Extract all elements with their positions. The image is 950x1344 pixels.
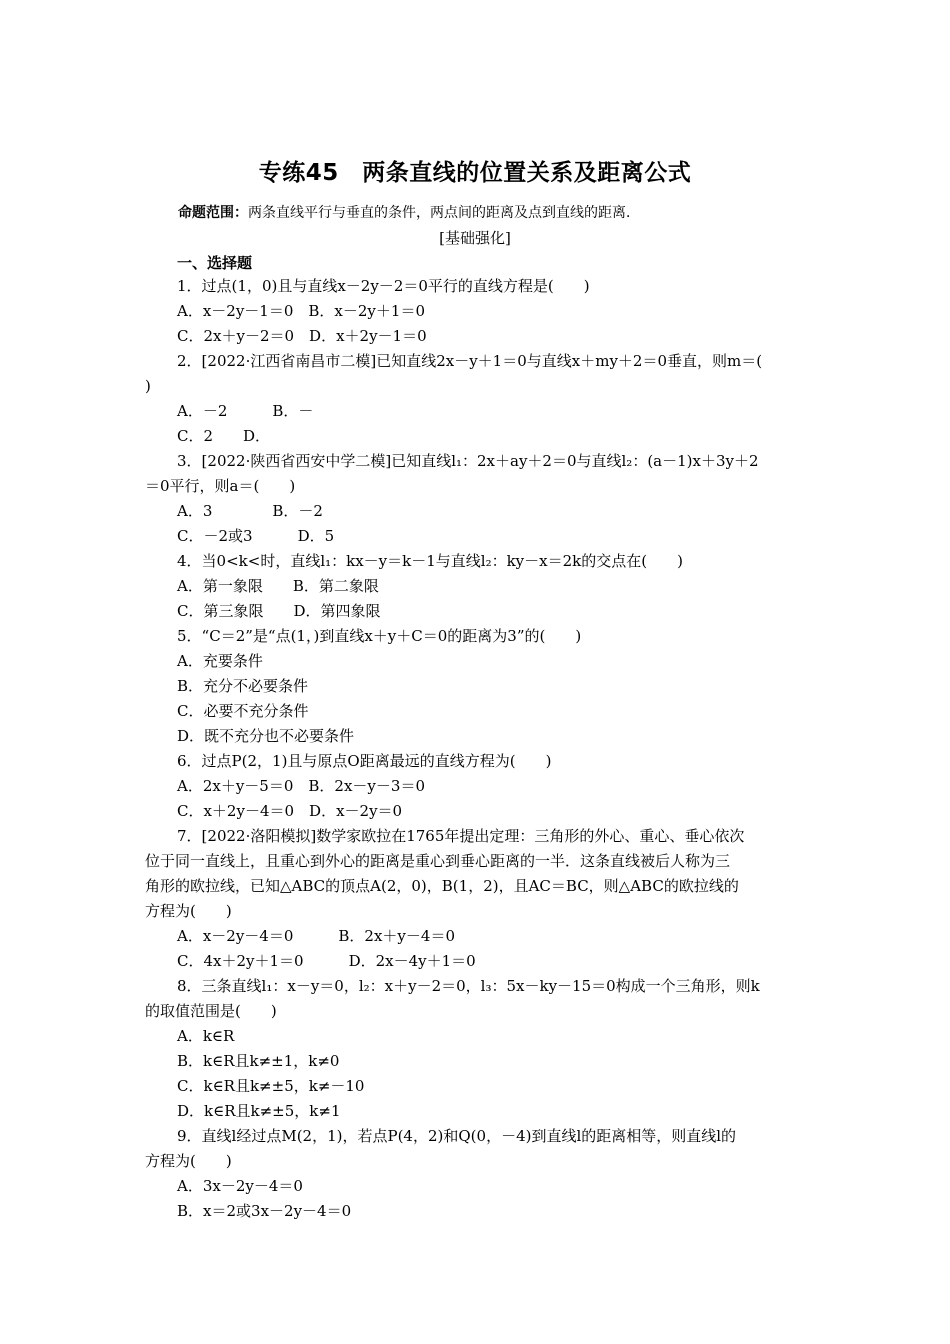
page-title: 专练45 两条直线的位置关系及距离公式 [258,160,692,186]
option-line: C．－2或3 D．5 [177,527,335,545]
option-line: C．4x＋2y＋1＝0 D．2x－4y＋1＝0 [177,952,476,970]
option-line: B．x＝2或3x－2y－4＝0 [177,1202,352,1220]
scope-text: 两条直线平行与垂直的条件，两点间的距离及点到直线的距离． [248,205,640,221]
option-line: A．3 B．－2 [177,502,323,520]
section-heading: 一、选择题 [177,254,253,272]
scope-label: 命题范围： [178,205,248,221]
option-line: B．k∈R且k≠±1，k≠0 [177,1052,340,1070]
option-line: A．x－2y－4＝0 B．2x＋y－4＝0 [177,927,455,945]
scope-line [178,202,640,222]
option-line: C．必要不充分条件 [177,702,309,720]
question-line: ) [145,377,151,395]
option-line: A．x－2y－1＝0 B．x－2y＋1＝0 [177,302,425,320]
option-line: B．充分不必要条件 [177,677,309,695]
option-line: A．k∈R [177,1027,235,1045]
question-line: 8．三条直线l₁：x－y＝0，l₂：x＋y－2＝0，l₃：5x－ky－15＝0构成一个三角形，则k [177,977,760,995]
option-line: C．2x＋y－2＝0 D．x＋2y－1＝0 [177,327,427,345]
question-line: 2．[2022·江西省南昌市二模]已知直线2x－y＋1＝0与直线x＋my＋2＝0垂直，则m＝( [177,352,763,370]
question-line: 7．[2022·洛阳模拟]数学家欧拉在1765年提出定理：三角形的外心、重心、垂心依次 [177,827,745,845]
question-line: ＝0平行，则a＝( ) [145,477,296,495]
question-line: 3．[2022·陕西省西安中学二模]已知直线l₁：2x＋ay＋2＝0与直线l₂：(a－1)x＋3y＋2 [177,452,759,470]
option-line: A．3x－2y－4＝0 [177,1177,303,1195]
option-line: A．－2 B．－ [177,402,314,420]
option-line: A．充要条件 [177,652,263,670]
question-line: 5．“C＝2”是“点(1，)到直线x＋y＋C＝0的距离为3”的( ) [177,627,582,645]
option-line: C．第三象限 D．第四象限 [177,602,381,620]
question-line: 4．当0<k<时，直线l₁：kx－y＝k－1与直线l₂：ky－x＝2k的交点在( ) [177,552,683,570]
option-line: A．2x＋y－5＝0 B．2x－y－3＝0 [177,777,425,795]
question-line: 的取值范围是( ) [145,1002,277,1020]
option-line: A．第一象限 B．第二象限 [177,577,379,595]
option-line: D．既不充分也不必要条件 [177,727,355,745]
question-line: 方程为( ) [145,1152,232,1170]
section-subtitle: [基础强化] [439,229,511,247]
question-line: 6．过点P(2，1)且与原点O距离最远的直线方程为( ) [177,752,552,770]
option-line: C．2 D． [177,427,271,445]
question-line: 方程为( ) [145,902,232,920]
option-line: C．k∈R且k≠±5，k≠－10 [177,1077,365,1095]
option-line: C．x＋2y－4＝0 D．x－2y＝0 [177,802,403,820]
question-line: 9．直线l经过点M(2，1)，若点P(4，2)和Q(0，－4)到直线l的距离相等，则直线l的 [177,1127,737,1145]
question-line: 角形的欧拉线，已知△ABC的顶点A(2，0)，B(1，2)，且AC＝BC，则△ABC的欧拉线的 [145,877,739,895]
option-line: D．k∈R且k≠±5，k≠1 [177,1102,341,1120]
question-line: 位于同一直线上，且重心到外心的距离是重心到垂心距离的一半．这条直线被后人称为三 [145,852,731,870]
question-line: 1．过点(1，0)且与直线x－2y－2＝0平行的直线方程是( ) [177,277,590,295]
